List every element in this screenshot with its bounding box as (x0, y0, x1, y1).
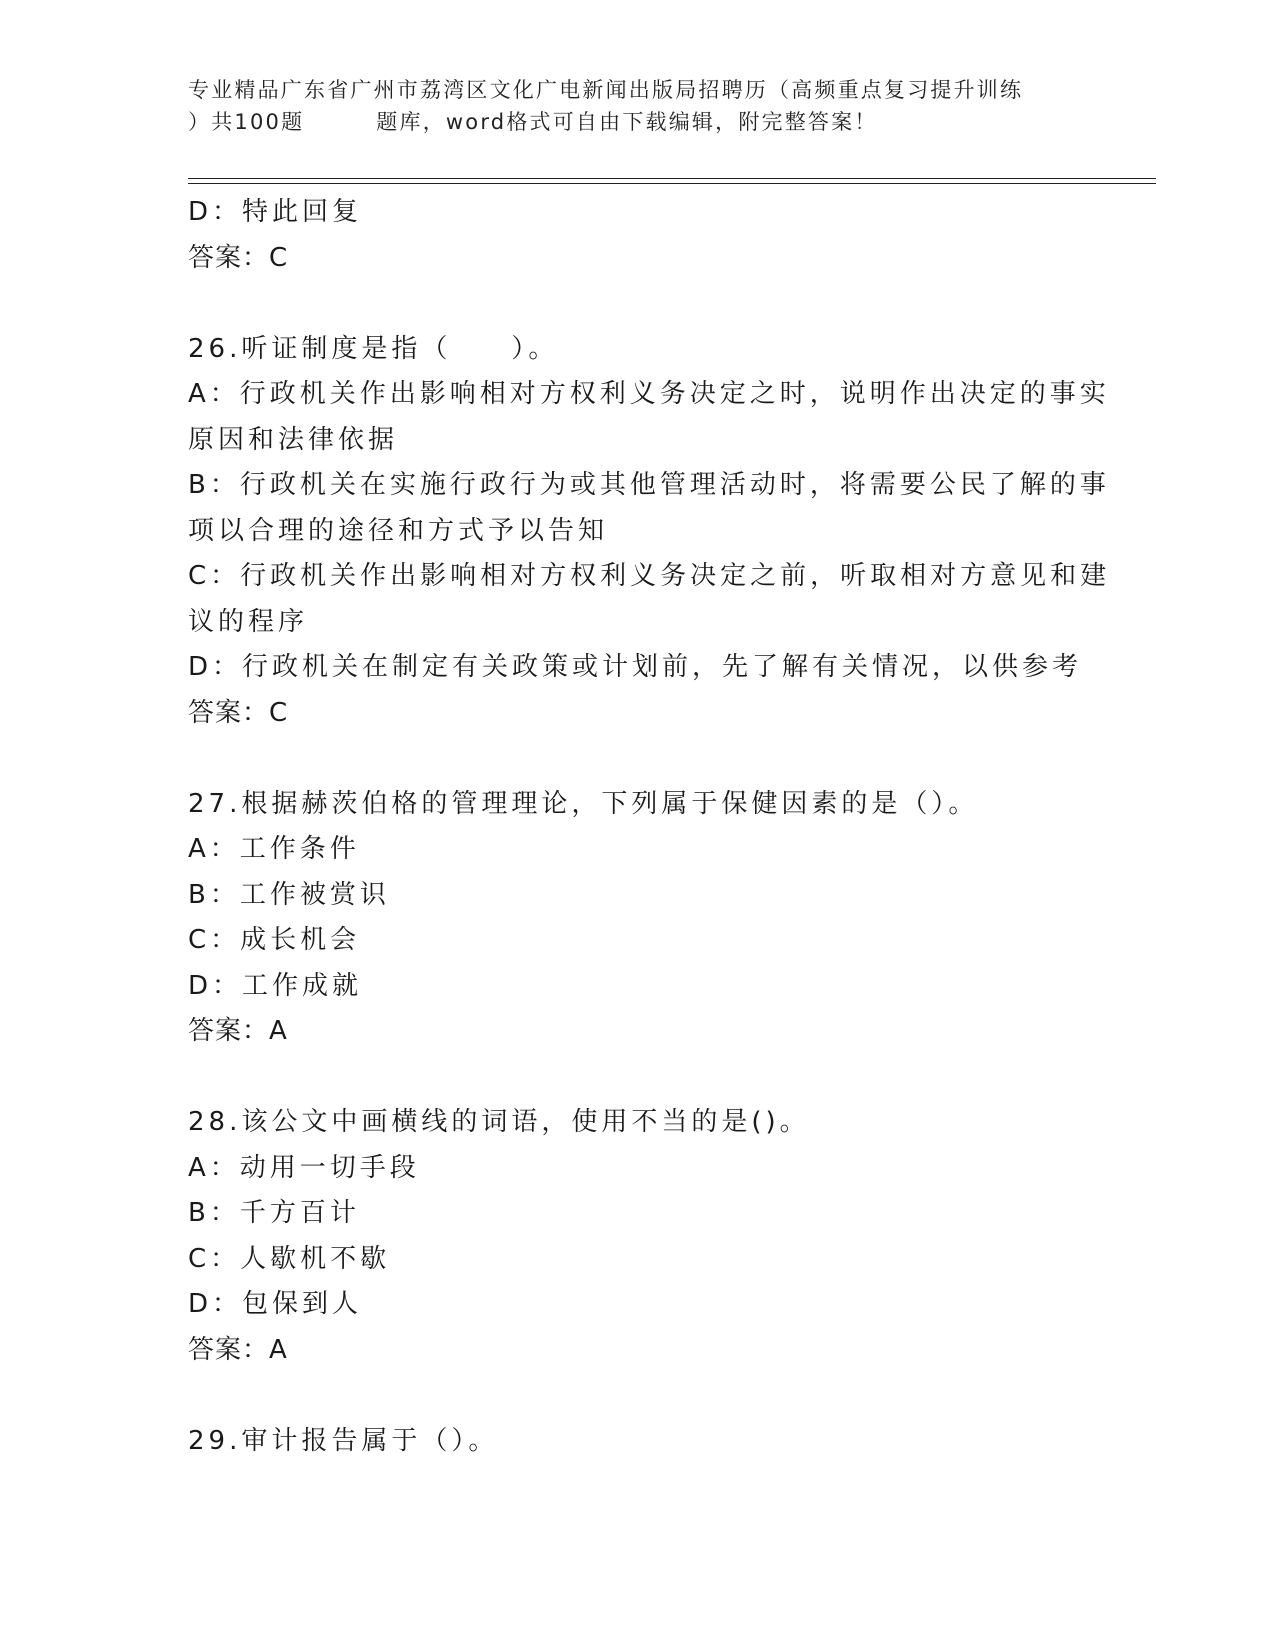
prev-answer: 答案：C (188, 242, 289, 273)
q28-option-a: A：动用一切手段 (188, 1152, 420, 1183)
prev-option-d: D：特此回复 (188, 197, 363, 227)
q28-stem: 28.该公文中画横线的词语，使用不当的是()。 (188, 1107, 810, 1137)
q26-option-a-line2: 原因和法律依据 (188, 424, 399, 455)
document-header (188, 74, 1088, 138)
q26-option-c-line2: 议的程序 (188, 606, 309, 637)
q28-answer: 答案：A (188, 1334, 288, 1365)
q26-option-a-line1: A：行政机关作出影响相对方权利义务决定之时，说明作出决定的事实 (188, 379, 1110, 409)
q27-answer: 答案：A (188, 1016, 288, 1046)
question-list (188, 190, 1111, 1464)
q28-option-b: B：千方百计 (188, 1198, 360, 1228)
q27-option-c: C：成长机会 (188, 925, 361, 955)
q26-option-d: D：行政机关在制定有关政策或计划前，先了解有关情况，以供参考 (188, 652, 1083, 682)
q28-option-c: C：人歇机不歇 (188, 1243, 391, 1274)
q26-option-b-line2: 项以合理的途径和方式予以告知 (188, 515, 609, 546)
header-title-line2 (188, 106, 1088, 138)
q27-option-a: A：工作条件 (188, 834, 360, 864)
q26-option-b-line1: B：行政机关在实施行政行为或其他管理活动时，将需要公民了解的事 (188, 470, 1110, 500)
header-title-line2-part2: 题库，word格式可自由下载编辑，附完整答案！ (376, 110, 878, 134)
q27-option-d: D：工作成就 (188, 970, 363, 1001)
q26-option-c-line1: C：行政机关作出影响相对方权利义务决定之前，听取相对方意见和建 (188, 561, 1111, 591)
header-divider-bottom (188, 183, 1156, 184)
q27-option-b: B：工作被赏识 (188, 879, 390, 910)
q29-stem: 29.审计报告属于（）。 (188, 1425, 499, 1456)
q27-stem: 27.根据赫茨伯格的管理理论，下列属于保健因素的是（）。 (188, 788, 979, 819)
q26-answer: 答案：C (188, 697, 289, 728)
header-title-line2-part1: ）共100题 (188, 110, 305, 134)
q28-option-d: D：包保到人 (188, 1289, 363, 1319)
q26-stem: 26.听证制度是指（ ）。 (188, 333, 559, 364)
header-divider-top (188, 178, 1156, 179)
header-title-line1: 专业精品广东省广州市荔湾区文化广电新闻出版局招聘历（高频重点复习提升训练 (188, 78, 1024, 102)
